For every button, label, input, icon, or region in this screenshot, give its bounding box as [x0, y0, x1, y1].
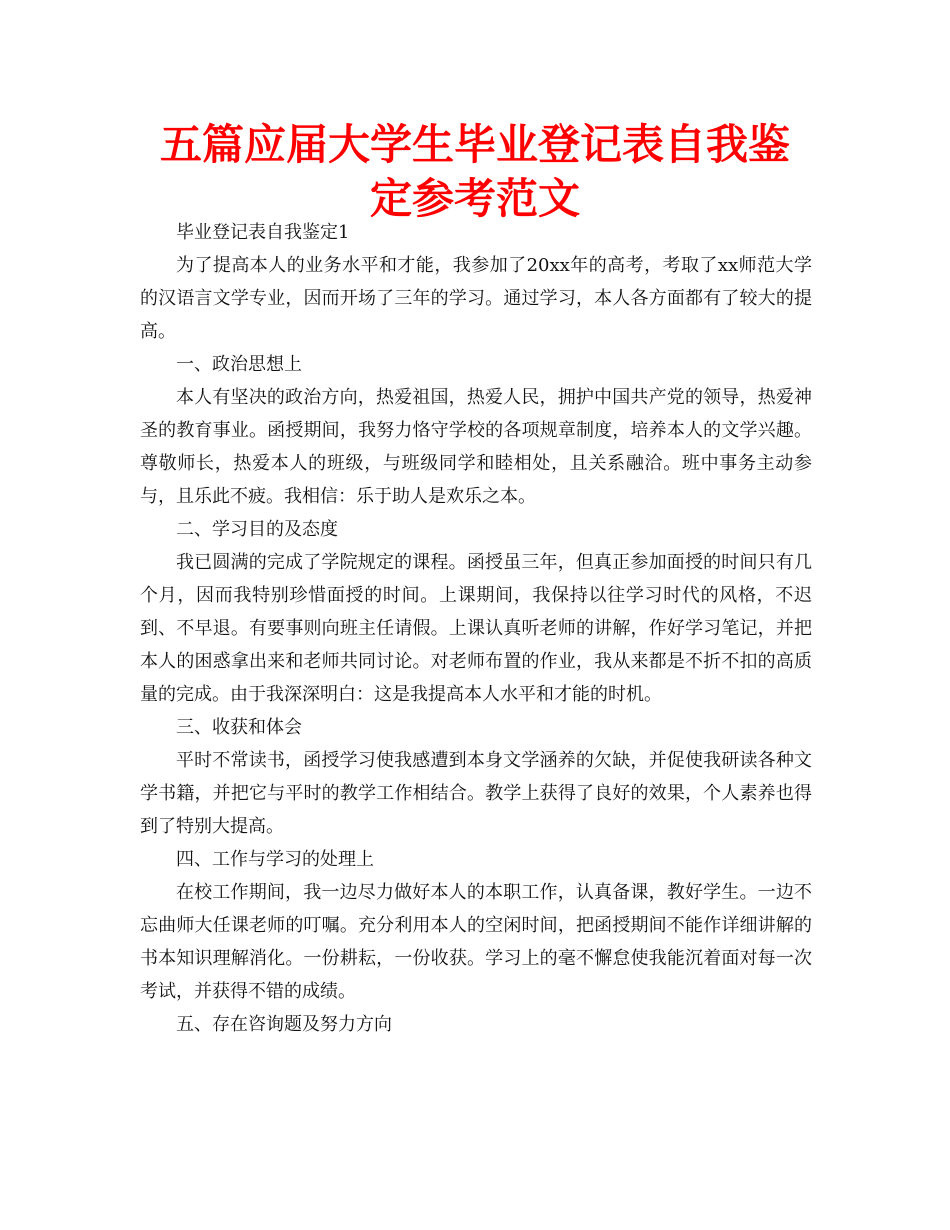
- body-paragraph-study-goal: 我已圆满的完成了学院规定的课程。函授虽三年，但真正参加面授的时间只有几个月，因而我特别珍惜面授的时间。上课期间，我保持以往学习时代的风格，不迟到、不早退。有要事则向班主任请假。上课认真听老师的讲解，作好学习笔记，并把本人的困惑拿出来和老师共同讨论。对老师布置的作业，我从来都是不折不扣的高质量的完成。由于我深深明白：这是我提高本人水平和才能的时机。: [140, 552, 812, 705]
- document-body: [140, 216, 812, 1041]
- section-heading-gains: 三、收获和体会: [176, 717, 302, 738]
- section-heading-appraisal: 毕业登记表自我鉴定1: [176, 222, 350, 243]
- section-heading-study-goal: 二、学习目的及态度: [176, 519, 338, 540]
- section-heading-work-study: 四、工作与学习的处理上: [176, 849, 374, 870]
- body-paragraph-intro: 为了提高本人的业务水平和才能，我参加了20xx年的高考，考取了xx师范大学的汉语言文学专业，因而开场了三年的学习。通过学习，本人各方面都有了较大的提高。: [140, 255, 812, 342]
- section-heading-problems: 五、存在咨询题及努力方向: [176, 1014, 392, 1035]
- body-paragraph-work-study: 在校工作期间，我一边尽力做好本人的本职工作，认真备课，教好学生。一边不忘曲师大任课老师的叮嘱。充分利用本人的空闲时间，把函授期间不能作详细讲解的书本知识理解消化。一份耕耘，一份收获。学习上的毫不懈怠使我能沉着面对每一次考试，并获得不错的成绩。: [140, 882, 812, 1002]
- section-heading-political: 一、政治思想上: [176, 354, 302, 375]
- body-paragraph-political: 本人有坚决的政治方向，热爱祖国，热爱人民，拥护中国共产党的领导，热爱神圣的教育事业。函授期间，我努力恪守学校的各项规章制度，培养本人的文学兴趣。尊敬师长，热爱本人的班级，与班级同学和睦相处，且关系融洽。班中事务主动参与，且乐此不疲。我相信：乐于助人是欢乐之本。: [140, 387, 812, 507]
- document-title: 五篇应届大学生毕业登记表自我鉴定参考范文: [159, 120, 790, 223]
- body-paragraph-gains: 平时不常读书，函授学习使我感遭到本身文学涵养的欠缺，并促使我研读各种文学书籍，并把它与平时的教学工作相结合。教学上获得了良好的效果，个人素养也得到了特别大提高。: [140, 750, 812, 837]
